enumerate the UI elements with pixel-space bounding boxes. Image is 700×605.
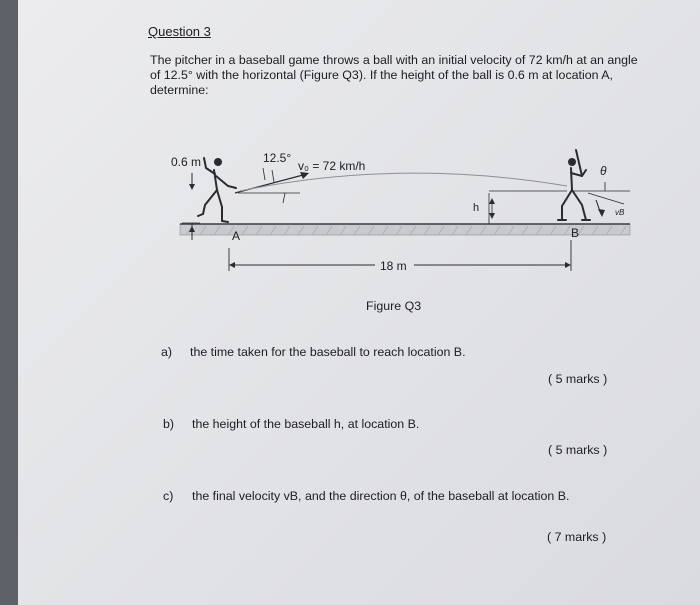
part-a-label: a) [161,345,173,359]
point-a-label: A [232,229,241,243]
ground-strip [180,224,630,235]
figure-caption: Figure Q3 [366,299,422,313]
h-label: h [473,202,480,214]
part-a-text: the time taken for the baseball to reach location B. [190,345,466,359]
pitcher-figure [198,158,236,222]
question-intro: The pitcher in a baseball game throws a ball with an initial velocity of 72 km/h at an angle of 12.5° with the horizontal (Figure Q3). If the height of the ball is 0.6 m at location A, determine: [150,53,638,97]
part-b-text: the height of the baseball h, at location B. [192,417,420,431]
velocity-label: v₀ = 72 km/h [298,159,366,173]
part-b-label: b) [163,417,175,431]
ball-trajectory [240,173,567,191]
angle-label: 12.5° [263,151,292,165]
theta-label: θ [600,164,607,178]
part-b-marks: ( 5 marks ) [548,443,608,457]
height-a-label: 0.6 m [171,155,202,169]
question-title: Question 3 [148,24,211,39]
part-a-marks: ( 5 marks ) [548,372,608,386]
vb-label: vB [615,208,625,217]
point-b-label: B [571,226,580,240]
part-c-label: c) [163,489,174,503]
part-c-marks: ( 7 marks ) [547,530,607,544]
distance-label: 18 m [380,259,407,273]
part-c-text: the final velocity vB, and the direction θ, of the baseball at location B. [192,489,570,503]
